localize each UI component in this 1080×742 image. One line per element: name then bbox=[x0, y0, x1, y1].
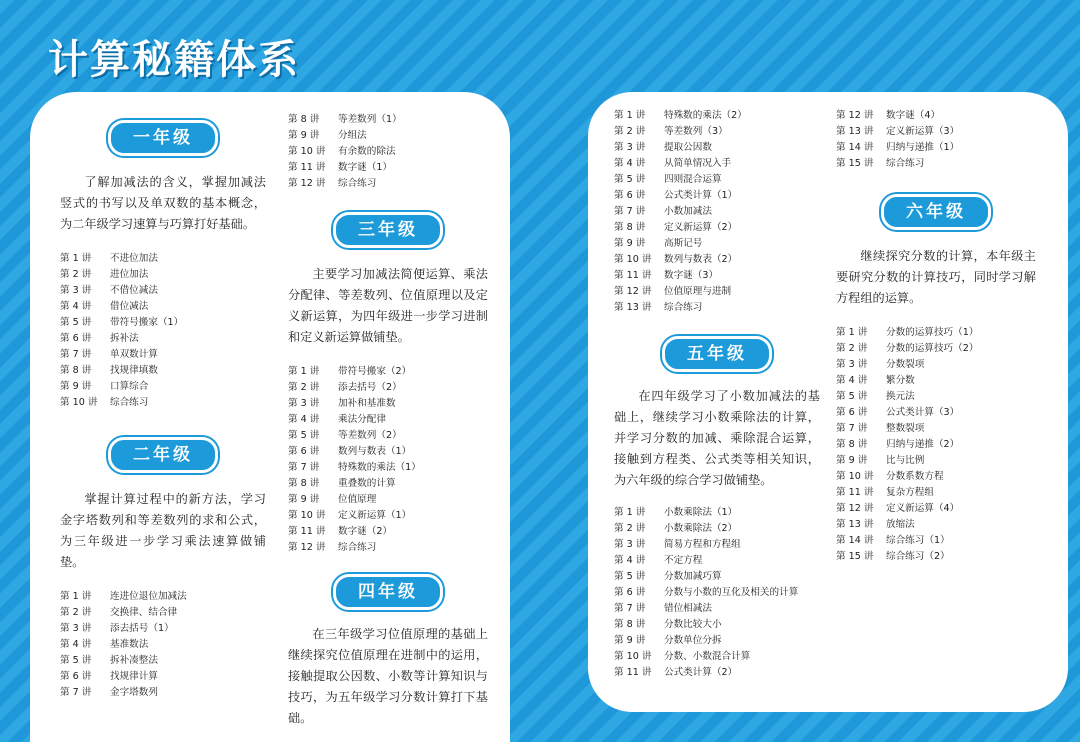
lesson-title: 分数的运算技巧（1） bbox=[886, 327, 979, 338]
lesson-title: 乘法分配律 bbox=[338, 414, 386, 425]
lesson-item bbox=[614, 601, 820, 617]
lesson-number: 第 2 讲 bbox=[288, 382, 320, 393]
lesson-number: 第 2 讲 bbox=[836, 343, 868, 354]
lesson-item bbox=[288, 412, 488, 428]
lesson-item bbox=[614, 553, 820, 569]
lesson-number: 第 13 讲 bbox=[836, 519, 874, 530]
lesson-title: 四则混合运算 bbox=[664, 174, 722, 185]
lesson-item bbox=[60, 685, 266, 701]
lesson-title: 加补和基准数 bbox=[338, 398, 396, 409]
lesson-item bbox=[60, 379, 266, 395]
lesson-item bbox=[614, 617, 820, 633]
lesson-title: 分数加减巧算 bbox=[664, 571, 722, 582]
lesson-number: 第 3 讲 bbox=[614, 539, 646, 550]
lesson-number: 第 12 讲 bbox=[288, 542, 326, 553]
lesson-title: 综合练习（1） bbox=[886, 535, 950, 546]
lesson-number: 第 6 讲 bbox=[60, 333, 92, 344]
lesson-number: 第 8 讲 bbox=[60, 365, 92, 376]
lesson-number: 第 10 讲 bbox=[836, 471, 874, 482]
lesson-title: 分数系数方程 bbox=[886, 471, 944, 482]
lesson-number: 第 9 讲 bbox=[288, 494, 320, 505]
lesson-number: 第 8 讲 bbox=[836, 439, 868, 450]
lesson-item bbox=[836, 373, 1036, 389]
lesson-item bbox=[288, 160, 488, 176]
lesson-number: 第 11 讲 bbox=[288, 526, 326, 537]
lesson-title: 特殊数的乘法（2） bbox=[664, 110, 747, 121]
lesson-item bbox=[288, 444, 488, 460]
lesson-number: 第 2 讲 bbox=[60, 607, 92, 618]
lesson-item bbox=[60, 621, 266, 637]
lesson-item bbox=[288, 144, 488, 160]
lesson-title: 定义新运算（1） bbox=[338, 510, 412, 521]
lesson-title: 公式类计算（3） bbox=[886, 407, 960, 418]
lesson-title: 综合练习 bbox=[110, 397, 149, 408]
lesson-title: 分数单位分拆 bbox=[664, 635, 722, 646]
lesson-number: 第 9 讲 bbox=[614, 238, 646, 249]
lesson-item bbox=[288, 396, 488, 412]
lesson-item bbox=[836, 341, 1036, 357]
lesson-number: 第 13 讲 bbox=[836, 126, 874, 137]
lesson-number: 第 4 讲 bbox=[614, 555, 646, 566]
lesson-item bbox=[60, 267, 266, 283]
lesson-item bbox=[60, 331, 266, 347]
lesson-item bbox=[60, 299, 266, 315]
lesson-number: 第 7 讲 bbox=[614, 206, 646, 217]
lesson-number: 第 5 讲 bbox=[614, 571, 646, 582]
lesson-title: 数字谜（2） bbox=[338, 526, 393, 537]
lesson-title: 换元法 bbox=[886, 391, 915, 402]
lesson-number: 第 1 讲 bbox=[836, 327, 868, 338]
lesson-title: 分数比较大小 bbox=[664, 619, 722, 630]
lesson-title: 分数与小数的互化及相关的计算 bbox=[664, 587, 799, 598]
lesson-item bbox=[614, 537, 820, 553]
lesson-item bbox=[836, 517, 1036, 533]
grade-1-badge: 一年级 bbox=[108, 120, 218, 156]
lesson-title: 进位加法 bbox=[110, 269, 149, 280]
lesson-number: 第 4 讲 bbox=[288, 414, 320, 425]
lesson-item bbox=[836, 469, 1036, 485]
lesson-title: 从简单情况入手 bbox=[664, 158, 732, 169]
lesson-number: 第 6 讲 bbox=[288, 446, 320, 457]
lesson-number: 第 1 讲 bbox=[614, 507, 646, 518]
lesson-number: 第 11 讲 bbox=[614, 270, 652, 281]
lesson-number: 第 3 讲 bbox=[836, 359, 868, 370]
lesson-title: 找规律计算 bbox=[110, 671, 158, 682]
lesson-title: 基准数法 bbox=[110, 639, 149, 650]
lesson-number: 第 1 讲 bbox=[60, 253, 92, 264]
lesson-title: 放缩法 bbox=[886, 519, 915, 530]
lesson-item bbox=[614, 140, 820, 156]
lesson-number: 第 1 讲 bbox=[614, 110, 646, 121]
grade-4-lessons bbox=[614, 108, 820, 316]
lesson-item bbox=[614, 665, 820, 681]
lesson-number: 第 12 讲 bbox=[614, 286, 652, 297]
right-panel bbox=[588, 92, 1068, 712]
grade-2-lessons-part2 bbox=[288, 112, 488, 192]
lesson-number: 第 6 讲 bbox=[614, 190, 646, 201]
lesson-number: 第 9 讲 bbox=[836, 455, 868, 466]
lesson-item bbox=[60, 395, 266, 411]
lesson-item bbox=[60, 589, 266, 605]
grade-5-lessons-part2 bbox=[836, 108, 1036, 172]
lesson-number: 第 2 讲 bbox=[614, 126, 646, 137]
lesson-title: 小数乘除法（2） bbox=[664, 523, 738, 534]
lesson-item bbox=[288, 380, 488, 396]
lesson-title: 综合练习 bbox=[338, 542, 377, 553]
lesson-title: 拆补法 bbox=[110, 333, 139, 344]
lesson-title: 分数、小数混合计算 bbox=[664, 651, 751, 662]
lesson-number: 第 10 讲 bbox=[60, 397, 98, 408]
lesson-title: 金字塔数列 bbox=[110, 687, 158, 698]
lesson-number: 第 5 讲 bbox=[614, 174, 646, 185]
lesson-number: 第 11 讲 bbox=[614, 667, 652, 678]
lesson-number: 第 8 讲 bbox=[614, 222, 646, 233]
lesson-title: 连进位退位加减法 bbox=[110, 591, 187, 602]
lesson-number: 第 10 讲 bbox=[288, 510, 326, 521]
lesson-item bbox=[836, 421, 1036, 437]
grade-3-badge: 三年级 bbox=[333, 212, 443, 248]
lesson-number: 第 10 讲 bbox=[288, 146, 326, 157]
lesson-item bbox=[836, 533, 1036, 549]
lesson-item bbox=[836, 325, 1036, 341]
lesson-item bbox=[60, 283, 266, 299]
lesson-number: 第 12 讲 bbox=[836, 110, 874, 121]
lesson-title: 分数裂项 bbox=[886, 359, 925, 370]
lesson-number: 第 14 讲 bbox=[836, 142, 874, 153]
lesson-title: 位值原理 bbox=[338, 494, 377, 505]
lesson-number: 第 7 讲 bbox=[614, 603, 646, 614]
lesson-item bbox=[836, 405, 1036, 421]
lesson-title: 重叠数的计算 bbox=[338, 478, 396, 489]
lesson-number: 第 7 讲 bbox=[288, 462, 320, 473]
lesson-title: 繁分数 bbox=[886, 375, 915, 386]
lesson-number: 第 9 讲 bbox=[614, 635, 646, 646]
lesson-number: 第 11 讲 bbox=[836, 487, 874, 498]
grade-6-badge: 六年级 bbox=[881, 194, 991, 230]
lesson-title: 单双数计算 bbox=[110, 349, 158, 360]
lesson-item bbox=[836, 108, 1036, 124]
lesson-number: 第 7 讲 bbox=[60, 687, 92, 698]
lesson-title: 公式类计算（2） bbox=[664, 667, 738, 678]
lesson-title: 分数的运算技巧（2） bbox=[886, 343, 979, 354]
lesson-title: 借位减法 bbox=[110, 301, 149, 312]
lesson-number: 第 12 讲 bbox=[836, 503, 874, 514]
lesson-number: 第 3 讲 bbox=[60, 623, 92, 634]
lesson-number: 第 6 讲 bbox=[614, 587, 646, 598]
lesson-title: 特殊数的乘法（1） bbox=[338, 462, 421, 473]
lesson-number: 第 5 讲 bbox=[288, 430, 320, 441]
lesson-item bbox=[836, 140, 1036, 156]
grade-2-intro: 掌握计算过程中的新方法，学习金字塔数列和等差数列的求和公式，为三年级进一步学习乘法速算做铺垫。 bbox=[60, 492, 266, 569]
grade-4-badge: 四年级 bbox=[333, 574, 443, 610]
lesson-number: 第 5 讲 bbox=[836, 391, 868, 402]
lesson-title: 拆补凑整法 bbox=[110, 655, 158, 666]
lesson-number: 第 2 讲 bbox=[614, 523, 646, 534]
lesson-item bbox=[614, 521, 820, 537]
lesson-item bbox=[60, 653, 266, 669]
lesson-item bbox=[836, 124, 1036, 140]
lesson-title: 交换律、结合律 bbox=[110, 607, 178, 618]
grade-5-lessons-part1 bbox=[614, 505, 820, 681]
lesson-title: 整数裂项 bbox=[886, 423, 925, 434]
lesson-title: 等差数列（3） bbox=[664, 126, 728, 137]
lesson-item bbox=[288, 428, 488, 444]
lesson-item bbox=[614, 204, 820, 220]
lesson-item bbox=[614, 172, 820, 188]
lesson-number: 第 8 讲 bbox=[614, 619, 646, 630]
lesson-item bbox=[60, 315, 266, 331]
lesson-title: 带符号搬家（1） bbox=[110, 317, 184, 328]
lesson-number: 第 15 讲 bbox=[836, 551, 874, 562]
lesson-number: 第 1 讲 bbox=[60, 591, 92, 602]
lesson-title: 带符号搬家（2） bbox=[338, 366, 412, 377]
lesson-title: 小数乘除法（1） bbox=[664, 507, 738, 518]
lesson-number: 第 8 讲 bbox=[288, 478, 320, 489]
lesson-item bbox=[614, 220, 820, 236]
lesson-number: 第 12 讲 bbox=[288, 178, 326, 189]
lesson-title: 数字谜（4） bbox=[886, 110, 941, 121]
lesson-item bbox=[288, 508, 488, 524]
lesson-item bbox=[836, 453, 1036, 469]
lesson-item bbox=[60, 637, 266, 653]
lesson-item bbox=[60, 605, 266, 621]
lesson-number: 第 8 讲 bbox=[288, 114, 320, 125]
lesson-title: 综合练习 bbox=[664, 302, 703, 313]
lesson-number: 第 3 讲 bbox=[288, 398, 320, 409]
lesson-number: 第 9 讲 bbox=[60, 381, 92, 392]
lesson-item bbox=[836, 357, 1036, 373]
lesson-title: 数列与数表（1） bbox=[338, 446, 412, 457]
grade-2-badge: 二年级 bbox=[108, 437, 218, 473]
lesson-item bbox=[836, 501, 1036, 517]
lesson-title: 有余数的除法 bbox=[338, 146, 396, 157]
lesson-title: 数字谜（3） bbox=[664, 270, 719, 281]
lesson-title: 定义新运算（2） bbox=[664, 222, 738, 233]
lesson-title: 高斯记号 bbox=[664, 238, 703, 249]
lesson-item bbox=[288, 112, 488, 128]
lesson-item bbox=[614, 284, 820, 300]
lesson-item bbox=[288, 476, 488, 492]
lesson-item bbox=[836, 485, 1036, 501]
lesson-number: 第 1 讲 bbox=[288, 366, 320, 377]
lesson-number: 第 6 讲 bbox=[60, 671, 92, 682]
grade-2-lessons-part1 bbox=[60, 589, 266, 701]
lesson-item bbox=[288, 128, 488, 144]
lesson-item bbox=[614, 124, 820, 140]
lesson-number: 第 7 讲 bbox=[836, 423, 868, 434]
lesson-title: 提取公因数 bbox=[664, 142, 712, 153]
lesson-item bbox=[836, 549, 1036, 565]
lesson-item bbox=[614, 585, 820, 601]
lesson-number: 第 3 讲 bbox=[60, 285, 92, 296]
lesson-item bbox=[614, 188, 820, 204]
lesson-item bbox=[614, 108, 820, 124]
lesson-item bbox=[614, 633, 820, 649]
lesson-title: 归纳与递推（1） bbox=[886, 142, 960, 153]
lesson-title: 位值原理与进制 bbox=[664, 286, 732, 297]
lesson-title: 不进位加法 bbox=[110, 253, 158, 264]
lesson-title: 数列与数表（2） bbox=[664, 254, 738, 265]
lesson-item bbox=[60, 669, 266, 685]
lesson-title: 综合练习 bbox=[338, 178, 377, 189]
lesson-item bbox=[288, 492, 488, 508]
lesson-item bbox=[288, 524, 488, 540]
grade-3-lessons bbox=[288, 364, 488, 556]
lesson-number: 第 14 讲 bbox=[836, 535, 874, 546]
lesson-title: 比与比例 bbox=[886, 455, 925, 466]
lesson-number: 第 15 讲 bbox=[836, 158, 874, 169]
lesson-number: 第 13 讲 bbox=[614, 302, 652, 313]
lesson-item bbox=[60, 363, 266, 379]
lesson-title: 不定方程 bbox=[664, 555, 703, 566]
lesson-item bbox=[614, 649, 820, 665]
lesson-number: 第 5 讲 bbox=[60, 317, 92, 328]
lesson-item bbox=[614, 252, 820, 268]
lesson-title: 等差数列（2） bbox=[338, 430, 402, 441]
grade-6-intro: 继续探究分数的计算，本年级主要研究分数的计算技巧，同时学习解方程组的运算。 bbox=[836, 249, 1036, 305]
lesson-item bbox=[614, 300, 820, 316]
lesson-number: 第 3 讲 bbox=[614, 142, 646, 153]
lesson-title: 归纳与递推（2） bbox=[886, 439, 960, 450]
lesson-number: 第 6 讲 bbox=[836, 407, 868, 418]
lesson-number: 第 4 讲 bbox=[60, 639, 92, 650]
left-panel bbox=[30, 92, 510, 742]
lesson-item bbox=[614, 505, 820, 521]
lesson-number: 第 9 讲 bbox=[288, 130, 320, 141]
lesson-title: 添去括号（1） bbox=[110, 623, 174, 634]
lesson-item bbox=[614, 268, 820, 284]
lesson-title: 简易方程和方程组 bbox=[664, 539, 741, 550]
lesson-title: 分组法 bbox=[338, 130, 367, 141]
column-3 bbox=[614, 108, 820, 681]
lesson-title: 错位相减法 bbox=[664, 603, 712, 614]
lesson-title: 小数加减法 bbox=[664, 206, 712, 217]
lesson-number: 第 11 讲 bbox=[288, 162, 326, 173]
lesson-number: 第 10 讲 bbox=[614, 651, 652, 662]
grade-5-intro: 在四年级学习了小数加减法的基础上，继续学习小数乘除法的计算，并学习分数的加减、乘除混合运算，接触到方程类、公式类等相关知识，为六年级的综合学习做铺垫。 bbox=[614, 389, 820, 487]
lesson-title: 定义新运算（4） bbox=[886, 503, 960, 514]
lesson-title: 找规律填数 bbox=[110, 365, 158, 376]
lesson-title: 公式类计算（1） bbox=[664, 190, 738, 201]
lesson-item bbox=[614, 569, 820, 585]
lesson-number: 第 5 讲 bbox=[60, 655, 92, 666]
lesson-title: 口算综合 bbox=[110, 381, 149, 392]
lesson-title: 复杂方程组 bbox=[886, 487, 934, 498]
column-2 bbox=[288, 112, 488, 729]
lesson-item bbox=[288, 540, 488, 556]
lesson-number: 第 4 讲 bbox=[60, 301, 92, 312]
lesson-number: 第 7 讲 bbox=[60, 349, 92, 360]
lesson-item bbox=[60, 251, 266, 267]
grade-5-badge: 五年级 bbox=[662, 336, 772, 372]
lesson-title: 等差数列（1） bbox=[338, 114, 402, 125]
grade-1-intro: 了解加减法的含义，掌握加减法竖式的书写以及单双数的基本概念，为二年级学习速算与巧算打好基础。 bbox=[60, 175, 266, 231]
column-4 bbox=[836, 108, 1036, 565]
lesson-item bbox=[288, 176, 488, 192]
lesson-item bbox=[288, 364, 488, 380]
lesson-title: 定义新运算（3） bbox=[886, 126, 960, 137]
lesson-item bbox=[288, 460, 488, 476]
page-title: 计算秘籍体系 bbox=[48, 37, 300, 83]
lesson-title: 不借位减法 bbox=[110, 285, 158, 296]
grade-1-lessons bbox=[60, 251, 266, 411]
column-1 bbox=[60, 120, 266, 701]
grade-4-intro: 在三年级学习位值原理的基础上继续探究位值原理在进制中的运用，接触提取公因数、小数等计算知识与技巧，为五年级学习分数计算打下基础。 bbox=[288, 627, 488, 725]
lesson-title: 数字谜（1） bbox=[338, 162, 393, 173]
lesson-item bbox=[614, 236, 820, 252]
grade-3-intro: 主要学习加减法简便运算、乘法分配律、等差数列、位值原理以及定义新运算，为四年级进一步学习进制和定义新运算做铺垫。 bbox=[288, 267, 488, 344]
lesson-item bbox=[614, 156, 820, 172]
grade-6-lessons bbox=[836, 325, 1036, 565]
lesson-number: 第 4 讲 bbox=[836, 375, 868, 386]
lesson-number: 第 10 讲 bbox=[614, 254, 652, 265]
lesson-number: 第 4 讲 bbox=[614, 158, 646, 169]
lesson-item bbox=[836, 156, 1036, 172]
lesson-number: 第 2 讲 bbox=[60, 269, 92, 280]
lesson-title: 添去括号（2） bbox=[338, 382, 402, 393]
lesson-item bbox=[836, 437, 1036, 453]
lesson-item bbox=[836, 389, 1036, 405]
lesson-title: 综合练习（2） bbox=[886, 551, 950, 562]
lesson-item bbox=[60, 347, 266, 363]
lesson-title: 综合练习 bbox=[886, 158, 925, 169]
